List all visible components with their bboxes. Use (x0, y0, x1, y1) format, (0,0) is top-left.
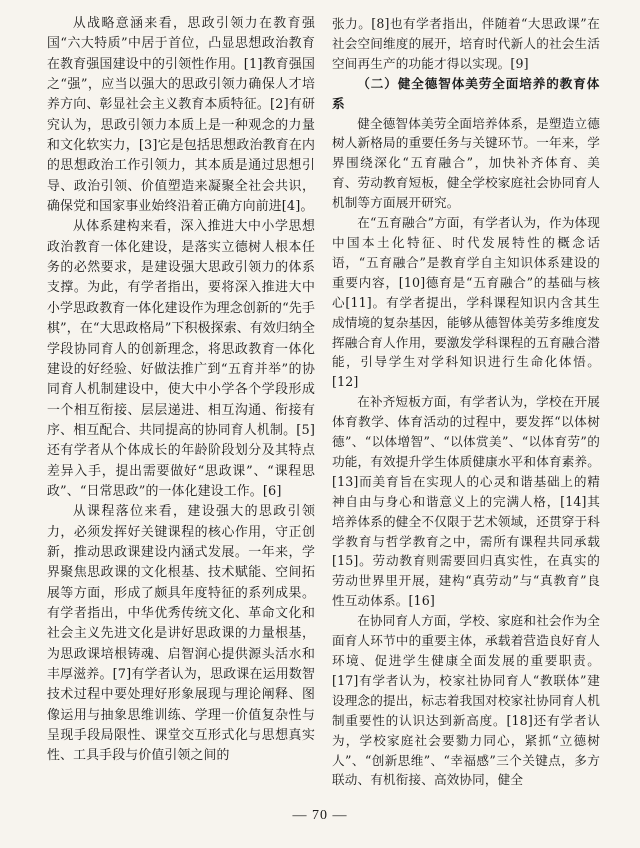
left-column (47, 14, 315, 767)
paragraph-collaborative-education: 在协同育人方面，学校、家庭和社会作为全面育人环节中的重要主体，承载着营造良好育人环境、促进学生健康全面发展的重要职责。[17]有学者认为，校家社协同育人“教联体”建设理念的提出，标志着我国对校家社协同育人机制重要性的认识达到新高度。[18]还有学者认为，学校家庭社会要勠力同心，紧抓“立德树人”、“创新思维”、“幸福感”三个关键点，多方联动、有机衔接、高效协同，健全 (332, 613, 600, 788)
paragraph-five-education-system: 健全德智体美劳全面培养体系，是塑造立德树人新格局的重要任务与关键环节。一年来，学界围绕深化“五育融合”，加快补齐体育、美育、劳动教育短板，健全学校家庭社会协同育人机制等方面展开研究。 (332, 115, 600, 211)
paragraph-fill-shortcomings: 在补齐短板方面，有学者认为，学校在开展体育教学、体育活动的过程中，要发挥“以体树德”、“以体增智”、“以体赏美”、“以体育劳”的功能，有效提升学生体质健康水平和体育素养。[13]而美育旨在实现人的心灵和谐基础上的精神自由与身心和谐意义上的完满人格，[14]其培养体系的健全不仅限于艺术领域，还贯穿于科学教育与哲学教育之中，需所有课程共同承载[15]。劳动教育则需要回归真实性，在真实的劳动世界里开展，建构“真劳动”与“真教育”良性互动体系。[16] (332, 394, 600, 609)
page-number: — 70 — (292, 808, 348, 823)
section-heading: （二）健全德智体美劳全面培养的教育体系 (332, 75, 600, 111)
paragraph-five-education-integration: 在“五育融合”方面，有学者认为，作为体现中国本土化特征、时代发展特性的概念话语，“五育融合”是教育学自主知识体系建设的重要内容，[10]德育是“五育融合”的基础与核心[11]。有学者提出，学科课程知识内含其生成情境的复杂基因，能够从德智体美劳多维度发挥融合育人作用，要激发学科课程的五育融合潜能，引导学生对学科知识进行生命化体悟。[12] (332, 215, 600, 390)
right-column (332, 14, 600, 790)
paragraph-curriculum-placement: 从课程落位来看，建设强大的思政引领力，必须发挥好关键课程的核心作用，守正创新，推动思政课建设内涵式发展。一年来，学界聚焦思政课的文化根基、技术赋能、空间拓展等方面，形成了颇具年度特征的系列成果。有学者指出，中华优秀传统文化、革命文化和社会主义先进文化是讲好思政课的力量根基，为思政课培根铸魂、启智润心提供源头活水和丰厚滋养。[7]有学者认为，思政课在运用数智技术过程中要处理好形象展现与理论阐释、图像运用与抽象思维训练、学理一价值复杂性与呈现手段局限性、课堂交互形式化与思想真实性、工具手段与价值引领之间的 (47, 504, 315, 764)
paragraph-continuation: 张力。[8]也有学者指出，伴随着“大思政课”在社会空间维度的展开，培育时代新人的社会生活空间再生产的功能才得以实现。[9] (332, 16, 600, 71)
paragraph-strategic-meaning: 从战略意涵来看，思政引领力在教育强国“六大特质”中居于首位，凸显思想政治教育在教育强国建设中的引领性作用。[1]教育强国之“强”，应当以强大的思政引领力确保人才培养方向、彰显社会主义教育本质特征。[2]有研究认为，思政引领力本质上是一种观念的力量和文化软实力，[3]它是包括思想政治教育在内的思想政治工作引领力，其本质是通过思想引导、政治引领、价值塑造来凝聚全社会共识，确保党和国家事业始终沿着正确方向前进[4]。 (47, 16, 315, 215)
paragraph-system-construction: 从体系建构来看，深入推进大中小学思想政治教育一体化建设，是落实立德树人根本任务的必然要求，是建设强大思政引领力的体系支撑。为此，有学者指出，要将深入推进大中小学思政教育一体化建设作为理念创新的“先手棋”，在“大思政格局”下积极探索、有效归纳全学段协同育人的创新理念，将思政教育一体化建设的好经验、好做法推广到“五育并举”的协同育人机制建设中，使大中小学各个学段形成一个相互衔接、层层递进、相互沟通、衔接有序、相互配合、共同提高的协同育人机制。[5]还有学者从个体成长的年龄阶段划分及其特点差异入手，提出需要做好“思政课”、“课程思政”、“日常思政”的一体化建设工作。[6] (47, 219, 315, 499)
